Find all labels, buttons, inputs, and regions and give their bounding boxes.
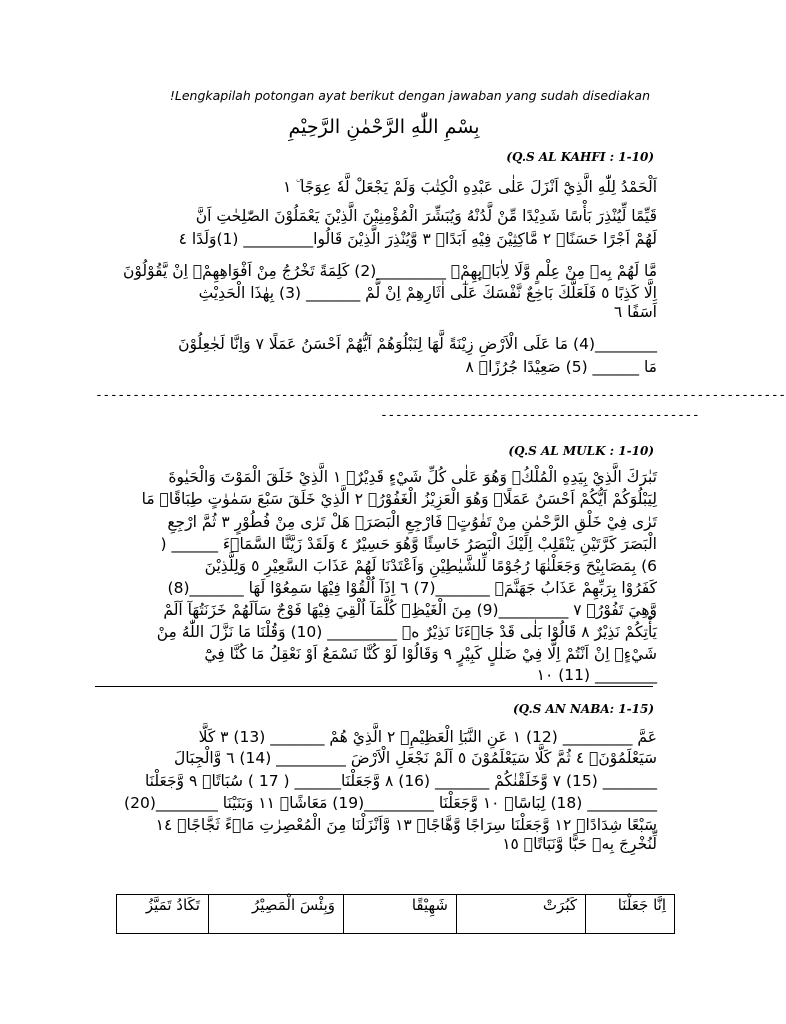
answer-option: وَبِئْسَ الْمَصِيْرُ — [209, 895, 344, 934]
separator-dashes: ------------------------------------------- — [380, 408, 700, 423]
answer-option: تَكَادُ تَمَيَّزُ — [117, 895, 209, 934]
answer-options-row — [117, 895, 675, 934]
kahfi-line: ________(4) مَا عَلَى الْاَرْضِ زِيْنَةً لَّهَا لِنَبْلُوَهُمْ اَيُّهُمْ اَحْسَنُ عَمَلًا ٧ وَاِنَّا لَجٰعِلُوْنَ — [178, 335, 657, 353]
basmala-heading: بِسْمِ اللّٰهِ الرَّحْمٰنِ الرَّحِيْمِ — [288, 116, 480, 138]
kahfi-line: قَيِّمًا لِّيُنْذِرَ بَأْسًا شَدِيْدًا مِّنْ لَّدُنْهُ وَيُبَشِّرَ الْمُؤْمِنِيْنَ الَّذِيْنَ يَعْمَلُوْنَ الصّٰلِحٰتِ اَنَّ — [195, 207, 657, 225]
mulk-line: كَفَرُوْا بِرَبِّهِمْ عَذَابُ جَهَنَّمَۗ _______(7) ٦ اِذَآ اُلْقُوْا فِيْهَا سَمِعُوْا لَهَا _______(8) — [167, 579, 657, 597]
kahfi-line: اِلَّا كَذِبًا ٥ فَلَعَلَّكَ بَاخِعٌ نَّفْسَكَ عَلٰٓى اٰثَارِهِمْ اِنْ لَّمْ _______ (3) بِهٰذَا الْحَدِيْثِ — [198, 284, 657, 302]
separator-dashes: --------------------------------------------------------------------------------------------- — [95, 388, 786, 403]
answer-options-table — [116, 894, 675, 934]
mulk-line: لِيَبْلُوَكُمْ اَيُّكُمْ اَحْسَنُ عَمَلًاۗ وَهُوَ الْعَزِيْزُ الْغَفُوْرُۙ ٢ الَّذِيْ خَلَقَ سَبْعَ سَمٰوٰتٍ طِبَاقًاۗ مَا — [141, 490, 657, 508]
section-underline — [95, 686, 653, 687]
mulk-line: يَأْتِكُمْ نَذِيْرٌ ٨ قَالُوْا بَلٰى قَدْ جَاۤءَنَا نَذِيْرٌ ەۙ _________ (10) وَقُلْنَا مَا نَزَّلَ اللّٰهُ مِنْ — [156, 623, 657, 641]
mulk-line: الْبَصَرَ كَرَّتَيْنِ يَنْقَلِبْ اِلَيْكَ الْبَصَرُ خَاسِئًا وَّهُوَ حَسِيْرٌ ٤ وَلَقَدْ زَيَّنَّا السَّمَاۤءَ ______ ( — [160, 535, 657, 553]
instruction-text: !Lengkapilah potongan ayat berikut dengan jawaban yang sudah disediakan — [169, 88, 650, 103]
mulk-line: ________ (11) ١٠ — [536, 666, 657, 684]
section-title-kahfi: (Q.S AL KAHFI : 1-10) — [506, 150, 654, 164]
answer-option: شَهِيْقًا — [344, 895, 457, 934]
kahfi-line: لَهُمْ اَجْرًا حَسَنًاۙ ٢ مَّاكِثِيْنَ فِيْهِ اَبَدًاۙ ٣ وَّيُنْذِرَ الَّذِيْنَ قَالُوا_________ (1)وَلَدًا ٤ — [178, 230, 657, 248]
mulk-line: 6) بِمَصَابِيْحَ وَجَعَلْنٰهَا رُجُوْمًا لِّلشَّيٰطِيْنِ وَاَعْتَدْنَا لَهُمْ عَذَابَ السَّعِيْرِ ٥ وَلِلَّذِيْنَ — [204, 557, 657, 575]
section-title-mulk: (Q.S AL MULK : 1-10) — [508, 444, 654, 458]
mulk-line: وَّهِيَ تَفُوْرُۙ ٧ _________(9) مِنَ الْغَيْظِۗ كُلَّمَآ اُلْقِيَ فِيْهَا فَوْجٌ سَاَلَهُمْ خَزَنَتُهَآ اَلَمْ — [163, 601, 657, 619]
answer-option: اِنَّا جَعَلْنَا — [586, 895, 675, 934]
answer-option: كَبُرَتْ — [457, 895, 586, 934]
naba-line: لِّنُخْرِجَ بِهٖ حَبًّا وَّنَبَاتًاۙ ١٥ — [502, 835, 657, 853]
mulk-line: شَيْءٍۖ اِنْ اَنْتُمْ اِلَّا فِيْ ضَلٰلٍ كَبِيْرٍ ٩ وَقَالُوْا لَوْ كُنَّا نَسْمَعُ اَوْ نَعْقِلُ مَا كُنَّا فِيْٓ — [204, 645, 657, 663]
section-title-naba: (Q.S AN NABA: 1-15) — [512, 702, 654, 716]
naba-line: سَيَعْلَمُوْنَۙ ٤ ثُمَّ كَلَّا سَيَعْلَمُوْنَ ٥ اَلَمْ نَجْعَلِ الْاَرْضَ _________ (14) ٦ وَّالْجِبَالَ — [174, 749, 657, 767]
kahfi-line: اَلْحَمْدُ لِلّٰهِ الَّذِيْٓ اَنْزَلَ عَلٰى عَبْدِهِ الْكِتٰبَ وَلَمْ يَجْعَلْ لَّهٗ عِوَجًا ۜ ١ — [282, 178, 657, 196]
kahfi-line: مَا ______ (5) صَعِيْدًا جُرُزًاۗ ٨ — [465, 358, 657, 376]
naba-line: عَمَّ _________ (12) ١ عَنِ النَّبَاِ الْعَظِيْمِۙ ٢ الَّذِيْ هُمْ _______ (13) ٣ كَلَّا — [198, 728, 657, 746]
kahfi-line: اَسَفًا ٦ — [613, 303, 657, 321]
naba-line: _______ (15) ٧ وَّخَلَقْنٰكُمْ _______ (16) ٨ وَّجَعَلْنَا______ ( 17 ) سُبَاتًاۙ ٩ وَّجَعَلْنَا — [144, 772, 657, 790]
kahfi-line: مَّا لَهُمْ بِهٖ مِنْ عِلْمٍ وَّلَا لِاٰبَاۤىِٕهِمْۗ _________(2) كَلِمَةً تَخْرُجُ مِنْ اَفْوَاهِهِمْۗ اِنْ يَّقُوْلُوْنَ — [123, 262, 657, 280]
mulk-line: تَرٰى فِيْ خَلْقِ الرَّحْمٰنِ مِنْ تَفٰوُتٍۗ فَارْجِعِ الْبَصَرَۙ هَلْ تَرٰى مِنْ فُطُوْرٍ ٣ ثُمَّ ارْجِعِ — [167, 513, 657, 531]
naba-line: _________ (18) لِبَاسًاۙ ١٠ وَّجَعَلْنَا _________(19) مَعَاشًاۖ ١١ وَبَنَيْنَا ________(20) — [124, 794, 657, 812]
mulk-line: تَبٰرَكَ الَّذِيْ بِيَدِهِ الْمُلْكُۖ وَهُوَ عَلٰى كُلِّ شَيْءٍ قَدِيْرٌۙ ١ الَّذِيْ خَلَقَ الْمَوْتَ وَالْحَيٰوةَ — [168, 468, 657, 486]
naba-line: سَبْعًا شِدَادًاۙ ١٢ وَّجَعَلْنَا سِرَاجًا وَّهَّاجًاۖ ١٣ وَّاَنْزَلْنَا مِنَ الْمُعْصِرٰتِ مَاۤءً ثَجَّاجًاۙ ١٤ — [155, 816, 657, 834]
